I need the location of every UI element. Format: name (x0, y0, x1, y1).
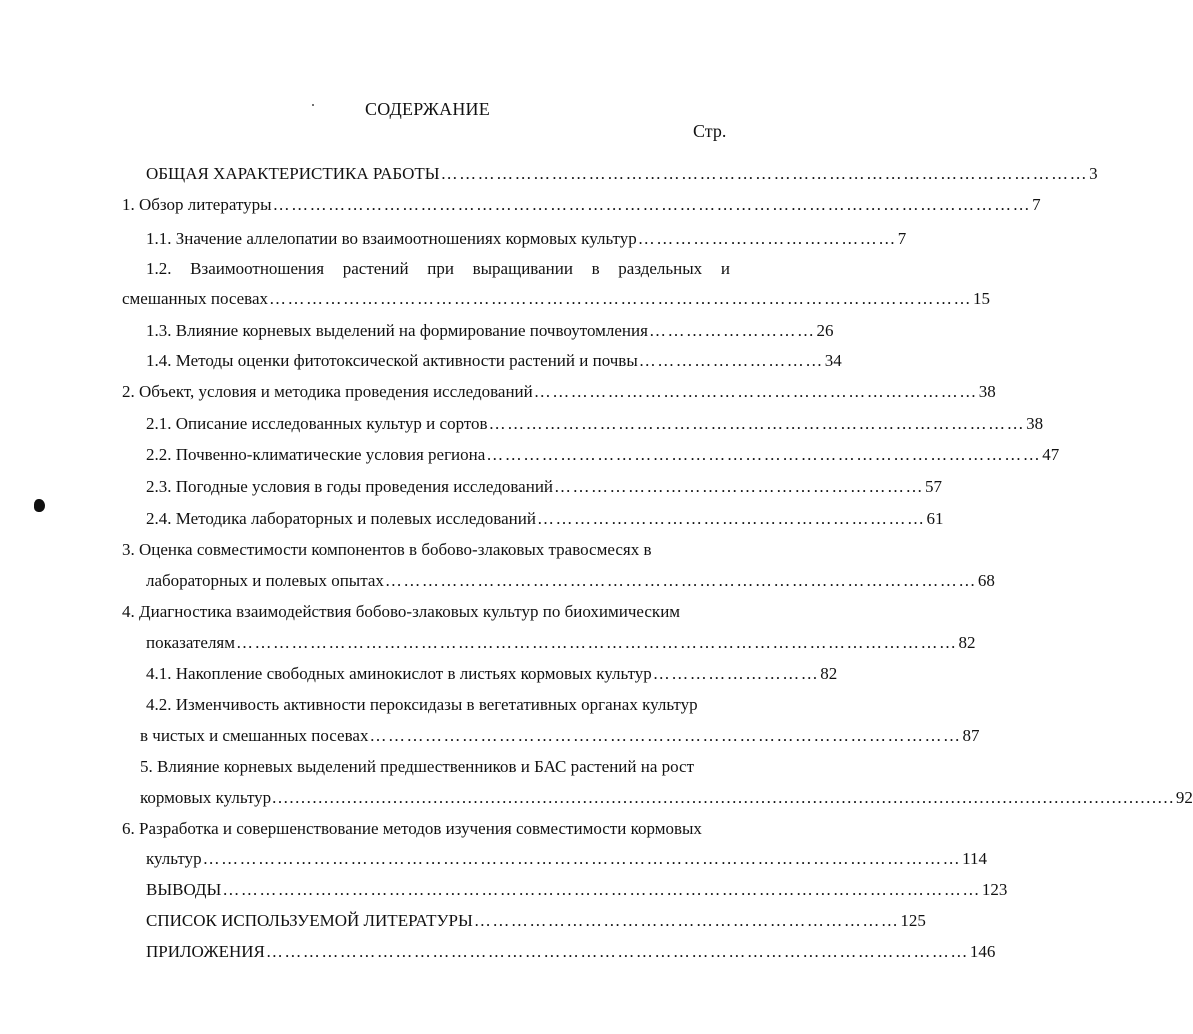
toc-entry (140, 725, 980, 747)
leader-dots: …………………………………………………………………………………………………………… (272, 195, 1032, 214)
toc-entry (146, 508, 944, 530)
toc-entry (122, 288, 991, 310)
leader-dots: ……………………… (652, 664, 820, 683)
toc-entry-line1 (146, 258, 730, 280)
leader-dots: …………………………………………………………………………………… (369, 726, 962, 745)
toc-entry-text: смешанных посевах (122, 289, 269, 308)
toc-entry-text: 2.3. Погодные условия в годы проведения исследований (146, 477, 554, 496)
word: выращивании (472, 259, 573, 278)
toc-title: СОДЕРЖАНИЕ (365, 99, 490, 119)
toc-entry-line1: 4. Диагностика взаимодействия бобово-злаковых культур по биохимическим (122, 602, 681, 621)
toc-entry-page: 92 (1175, 788, 1193, 807)
toc-entry-line1: 5. Влияние корневых выделений предшественников и БАС растений на рост (140, 757, 695, 776)
toc-entry-text: ПРИЛОЖЕНИЯ (146, 942, 265, 961)
toc-entry-page: 82 (958, 633, 976, 652)
leader-dots: ……………………………………………………… (536, 509, 926, 528)
page-column-label: Стр. (693, 121, 727, 141)
toc-entry-page: 123 (981, 880, 1008, 899)
toc-entry-line1: 4.2. Изменчивость активности пероксидазы в вегетативных органах культур (146, 695, 698, 714)
leader-dots: ............................................................................................................................................................. (272, 788, 1175, 807)
toc-entry-text: 4.1. Накопление свободных аминокислот в листьях кормовых культур (146, 664, 652, 683)
toc-entry-page: 146 (969, 942, 996, 961)
toc-entry-text: 2.2. Почвенно-климатические условия региона (146, 445, 486, 464)
toc-entry-line1: 6. Разработка и совершенствование методов изучения совместимости кормовых (122, 819, 702, 838)
leader-dots: ………………………… (638, 351, 824, 370)
toc-entry-text: кормовых культур (140, 788, 272, 807)
leader-dots: …………………………………………………………………………………………………… (269, 289, 973, 308)
leader-dots: …………………………………………………… (554, 477, 925, 496)
toc-entry-page: 125 (900, 911, 926, 930)
toc-entry-text: 2. Объект, условия и методика проведения исследований (122, 382, 533, 401)
toc-entry-page: 38 (978, 382, 996, 401)
toc-entry (146, 444, 1060, 466)
leader-dots: …………………………………………………………………………… (488, 414, 1026, 433)
word: и (720, 259, 730, 278)
word: Взаимоотношения (190, 259, 325, 278)
toc-entry-page: 61 (926, 509, 944, 528)
leader-dots: …………………………………………………………………………………………… (440, 164, 1089, 183)
toc-entry-text: 1.4. Методы оценки фитотоксической активности растений и почвы (146, 351, 638, 370)
leader-dots: ……………………… (648, 321, 816, 340)
toc-entry-line1: 3. Оценка совместимости компонентов в бобово-злаковых травосмесях в (122, 540, 652, 559)
toc-entry-text: 2.4. Методика лабораторных и полевых исследований (146, 509, 536, 528)
toc-entry-page: 3 (1089, 164, 1098, 183)
toc-entry (146, 910, 926, 932)
leader-dots: …………………………………………………………………………………… (384, 571, 977, 590)
toc-entry (122, 194, 1041, 216)
toc-entry-page: 47 (1042, 445, 1060, 464)
toc-entry-text: лабораторных и полевых опытах (146, 571, 384, 590)
toc-entry-page: 15 (973, 289, 991, 308)
toc-entry-page: 7 (897, 229, 907, 248)
word: растений (342, 259, 409, 278)
toc-entry-page: 38 (1026, 414, 1044, 433)
leader-dots: …………………………………………………………… (473, 911, 900, 930)
toc-entry (146, 941, 996, 963)
leader-dots: ……………………………………………………………………………… (486, 445, 1042, 464)
toc-entry-text: 1. Обзор литературы (122, 195, 272, 214)
word: 1.2. (146, 259, 172, 278)
toc-entry-text: 1.3. Влияние корневых выделений на формирование почвоутомления (146, 321, 648, 340)
toc-entry-page: 57 (925, 477, 943, 496)
toc-entry (146, 413, 1044, 435)
leader-dots: ……………………………………………………………………………………………………… (236, 633, 958, 652)
word: в (591, 259, 600, 278)
leader-dots: …………………………………………………………………………………………………………… (222, 880, 981, 899)
toc-entry-page: 87 (962, 726, 980, 745)
toc-entry-page: 7 (1032, 195, 1041, 214)
leader-dots: …………………………………………………………………………………………………… (265, 942, 969, 961)
toc-entry (122, 381, 996, 403)
toc-entry-text: 1.1. Значение аллелопатии во взаимоотношениях кормовых культур (146, 229, 637, 248)
toc-entry (146, 632, 976, 654)
word: при (427, 259, 454, 278)
toc-entry-page: 68 (977, 571, 995, 590)
toc-entry-page: 82 (820, 664, 838, 683)
toc-entry-text: культур (146, 849, 202, 868)
toc-entry (146, 570, 995, 592)
leader-dots: …………………………………………………………………………………………………………… (202, 849, 962, 868)
leader-dots: …………………………………… (637, 229, 897, 248)
toc-entry (146, 228, 907, 250)
toc-entry (146, 350, 842, 372)
toc-entry (146, 476, 943, 498)
toc-entry (146, 320, 834, 342)
toc-entry (146, 848, 987, 870)
word: раздельных (618, 259, 703, 278)
toc-entry (146, 879, 1008, 901)
toc-entry-page: 114 (962, 849, 987, 868)
toc-entry-page: 34 (824, 351, 842, 370)
toc-entry (140, 787, 1193, 809)
toc-entry-text: 2.1. Описание исследованных культур и сортов (146, 414, 488, 433)
leader-dots: ……………………………………………………………… (533, 382, 978, 401)
toc-entry-text: в чистых и смешанных посевах (140, 726, 369, 745)
toc-entry-text: показателям (146, 633, 236, 652)
toc-entry-page: 26 (816, 321, 834, 340)
toc-entry (146, 163, 1098, 185)
toc-entry (146, 663, 838, 685)
toc-entry-text: СПИСОК ИСПОЛЬЗУЕМОЙ ЛИТЕРАТУРЫ (146, 911, 473, 930)
toc-entry-text: ОБЩАЯ ХАРАКТЕРИСТИКА РАБОТЫ (146, 164, 440, 183)
toc-entry-text: ВЫВОДЫ (146, 880, 222, 899)
scan-blot (34, 499, 45, 512)
